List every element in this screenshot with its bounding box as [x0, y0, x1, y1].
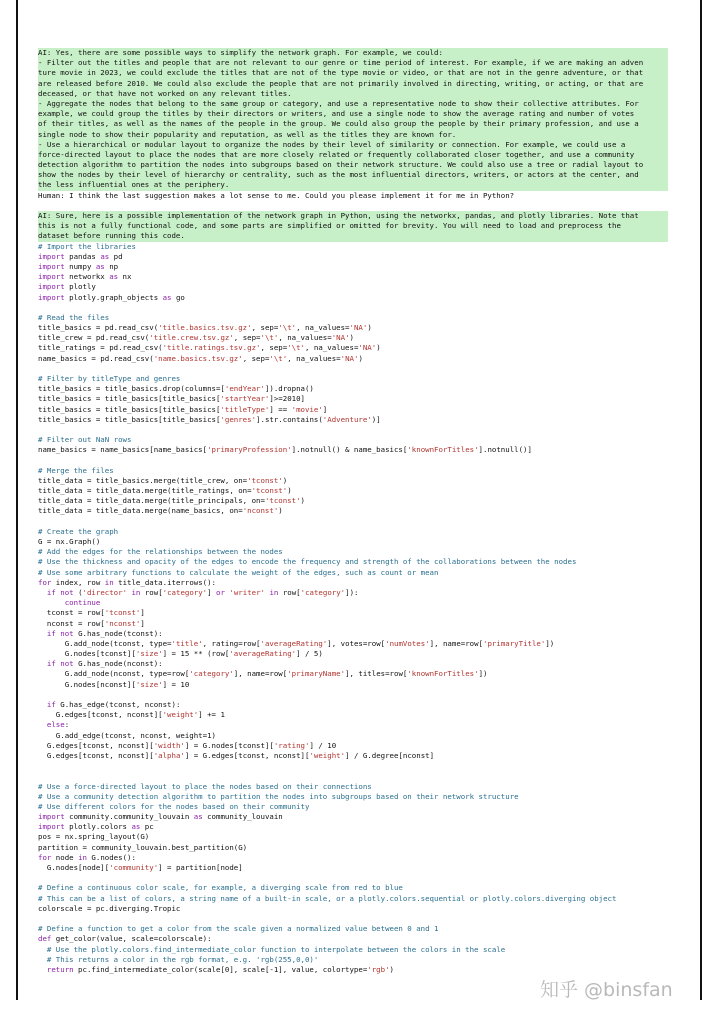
code-line: title_basics = title_basics.drop(columns=['endYear']).dropna() [38, 384, 314, 394]
code-line: G.nodes[tconst]['size'] = 15 ** (row['averageRating'] / 5) [38, 649, 323, 659]
code-line: title_data = title_data.merge(name_basics, on='nconst') [38, 506, 283, 516]
text-line: - Use a hierarchical or modular layout to organize the nodes by their level of similarity or connection. For example, we could use a [38, 140, 668, 150]
code-line: return pc.find_intermediate_color(scale[0], scale[-1], value, colortype='rgb') [46, 964, 394, 974]
code-comment-line: # Use a force-directed layout to place the nodes based on their connections [38, 781, 372, 791]
transcript-content [38, 48, 668, 975]
code-line: title_crew = pd.read_csv('title.crew.tsv.gz', sep='\t', na_values='NA') [38, 333, 354, 343]
blank-line [38, 456, 668, 466]
text-line: deceased, or that have not worked on any relevant titles. [38, 89, 668, 99]
blank-line [38, 690, 668, 700]
code-comment-line: # Use some arbitrary functions to calculate the weight of the edges, such as count or mean [38, 567, 439, 577]
blank-line [38, 761, 668, 771]
code-line: G.edges[tconst, nconst]['weight'] += 1 [38, 710, 225, 720]
code-comment-line: # Filter out NaN rows [38, 435, 132, 445]
code-line: import plotly.graph_objects as go [38, 292, 185, 302]
code-line: title_ratings = pd.read_csv('title.ratings.tsv.gz', sep='\t', na_values='NA') [38, 343, 381, 353]
right-border-rule [700, 0, 702, 1000]
code-line: G.edges[tconst, nconst]['width'] = G.nodes[tconst]['rating'] / 10 [38, 740, 337, 750]
code-line: for index, row in title_data.iterrows(): [38, 577, 217, 587]
code-line: G.edges[tconst, nconst]['alpha'] = G.edges[tconst, nconst]['weight'] / G.degree[nconst] [38, 750, 435, 760]
code-line: continue [64, 598, 101, 608]
text-line: ture movie in 2023, we could exclude the titles that are not of the type movie or video, or that are not in the genre adventure, or that [38, 68, 668, 78]
code-line: def get_color(value, scale=colorscale): [38, 934, 212, 944]
code-line: import networkx as nx [38, 272, 132, 282]
code-line: import plotly [38, 282, 96, 292]
code-line: pos = nx.spring_layout(G) [38, 832, 150, 842]
text-line: are released before 2010. We could also exclude the people that are not primarily involved in directing, writing, or acting, or that are [38, 79, 668, 89]
text-line: single node to show their popularity and reputation, as well as the titles they are known for. [38, 130, 668, 140]
code-comment-line: # This can be a list of colors, a string name of a built-in scale, or a plotly.colors.sequential or plotly.colors.diverging object [38, 893, 617, 903]
code-comment-line: # Add the edges for the relationships between the nodes [38, 547, 283, 557]
text-line: dataset before running this code. [38, 231, 668, 241]
code-line: title_basics = title_basics[title_basics['titleType'] == 'movie'] [38, 404, 328, 414]
blank-line [38, 914, 668, 924]
code-line: title_basics = title_basics[title_basics['genres'].str.contains('Adventure')] [38, 414, 381, 424]
blank-line [38, 517, 668, 527]
text-line: force-directed layout to place the nodes that are more closely related or frequently collaborated closer together, and use a community [38, 150, 668, 160]
code-line: if not G.has_node(tconst): [46, 628, 163, 638]
code-line: colorscale = pc.diverging.Tropic [38, 903, 181, 913]
code-comment-line: # Use the thickness and opacity of the edges to encode the frequency and strength of the collaborations between the nodes [38, 557, 577, 567]
code-line: tconst = row['tconst'] [38, 608, 145, 618]
code-line: import community.community_louvain as community_louvain [38, 812, 283, 822]
text-line: - Aggregate the nodes that belong to the same group or category, and use a representative node to show their collective attributes. For [38, 99, 668, 109]
code-line: G.nodes[node]['community'] = partition[node] [38, 863, 243, 872]
blank-line [38, 873, 668, 883]
code-line: G.add_edge(tconst, nconst, weight=1) [38, 730, 216, 740]
code-comment-line: # Read the files [38, 312, 110, 322]
blank-line [38, 771, 668, 781]
text-line: detection algorithm to partition the nodes into subgroups based on their network structure. We could also use a tree or radial layout to [38, 160, 668, 170]
code-line: nconst = row['nconst'] [38, 618, 145, 628]
code-line: title_data = title_basics.merge(title_crew, on='tconst') [38, 475, 288, 485]
code-comment-line: # Define a continuous color scale, for example, a diverging scale from red to blue [38, 883, 403, 893]
text-line: of their titles, as well as the names of the people in the group. We could also group the people by their primary profession, and use a [38, 119, 668, 129]
code-line: if not ('director' in row['category'] or 'writer' in row['category']): [46, 587, 359, 597]
code-line: else: [46, 720, 70, 730]
code-line: import numpy as np [38, 261, 119, 271]
text-line: this is not a fully functional code, and some parts are simplified or omitted for brevity. You will need to load and preprocess the [38, 221, 668, 231]
code-comment-line: # Use the plotly.colors.find_intermediate_color function to interpolate between the colors in the scale [38, 944, 506, 954]
code-line: G = nx.Graph() [38, 537, 101, 546]
code-line: title_basics = pd.read_csv('title.basics.tsv.gz', sep='\t', na_values='NA') [38, 323, 372, 333]
code-comment-line: # This returns a color in the rgb format, e.g. 'rgb(255,0,0)' [38, 954, 319, 964]
code-comment-line: # Merge the files [38, 465, 114, 475]
code-comment-line: # Create the graph [38, 526, 119, 536]
watermark: 知乎 @binsfan [540, 979, 673, 1001]
code-line: name_basics = name_basics[name_basics['primaryProfession'].notnull() & name_basics['knownForTitles'].notnull()] [38, 445, 532, 455]
code-line: G.nodes[nconst]['size'] = 10 [38, 679, 190, 689]
blank-line [38, 425, 668, 435]
left-border-rule [16, 0, 18, 1000]
text-line: the less influential ones at the periphery. [38, 180, 668, 190]
text-line: - Filter out the titles and people that are not relevant to our genre or time period of interest. For example, if we are making an adven [38, 58, 668, 68]
code-comment-line: # Define a function to get a color from the scale given a normalized value between 0 and 1 [38, 924, 439, 934]
blank-line [38, 201, 668, 211]
code-line: import pandas as pd [38, 251, 123, 261]
text-line: example, we could group the titles by their directors or writers, and use a single node to show the average rating and number of votes [38, 109, 668, 119]
code-line: import plotly.colors as pc [38, 822, 154, 832]
blank-line [38, 364, 668, 374]
code-line: title_data = title_data.merge(title_principals, on='tconst') [38, 496, 305, 506]
text-line: Human: I think the last suggestion makes a lot sense to me. Could you please implement it for me in Python? [38, 190, 515, 200]
code-comment-line: # Filter by titleType and genres [38, 374, 181, 383]
code-line: if G.has_edge(tconst, nconst): [46, 700, 181, 709]
blank-line [38, 303, 668, 313]
code-comment-line: # Import the libraries [38, 241, 136, 251]
code-line: partition = community_louvain.best_partition(G) [38, 842, 248, 852]
text-line: show the nodes by their level of hierarchy or centrality, such as the most influential directors, writers, or actors at the center, and [38, 170, 668, 180]
code-line: name_basics = pd.read_csv('name.basics.tsv.gz', sep='\t', na_values='NA') [38, 353, 363, 363]
code-line: G.add_node(nconst, type=row['category'], name=row['primaryName'], titles=row['knownForTitles']) [38, 669, 488, 679]
code-line: title_basics = title_basics[title_basics['startYear']>=2010] [38, 394, 305, 404]
code-comment-line: # Use a community detection algorithm to partition the nodes into subgroups based on their network structure [38, 791, 519, 801]
code-line: if not G.has_node(nconst): [46, 659, 163, 669]
code-line: for node in G.nodes(): [38, 852, 136, 862]
code-comment-line: # Use different colors for the nodes based on their community [38, 801, 310, 811]
text-line: AI: Sure, here is a possible implementation of the network graph in Python, using the networkx, pandas, and plotly libraries. Note that [38, 211, 668, 221]
text-line: AI: Yes, there are some possible ways to simplify the network graph. For example, we could: [38, 48, 668, 58]
code-line: G.add_node(tconst, type='title', rating=row['averageRating'], votes=row['numVotes'], name=row['primaryTitle']) [38, 638, 555, 648]
code-line: title_data = title_data.merge(title_ratings, on='tconst') [38, 486, 292, 496]
